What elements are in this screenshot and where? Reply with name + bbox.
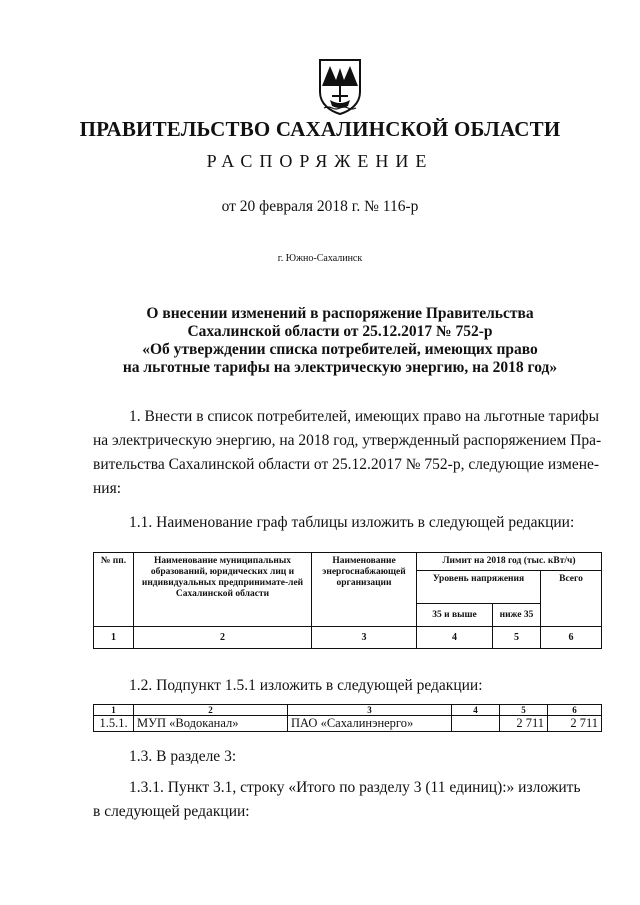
col-index: 3 xyxy=(288,705,452,716)
government-title: ПРАВИТЕЛЬСТВО САХАЛИНСКОЙ ОБЛАСТИ xyxy=(79,117,561,141)
paragraph-line: 1.2. Подпункт 1.5.1 изложить в следующей редакции: xyxy=(129,677,483,694)
col-index: 6 xyxy=(548,705,602,716)
row-number: 1.5.1. xyxy=(94,716,134,732)
document-city: г. Южно-Сахалинск xyxy=(277,253,363,264)
document-subject xyxy=(60,305,620,377)
paragraph-line: вительства Сахалинской области от 25.12.2017 № 752-р, следующие измене- xyxy=(93,456,600,473)
document-date-number: от 20 февраля 2018 г. № 116-р xyxy=(221,198,419,215)
subitem-1-5-1-table xyxy=(93,704,602,732)
paragraph-line: 1.3.1. Пункт 3.1, строку «Итого по разделу 3 (11 единиц):» изложить xyxy=(129,779,581,796)
paragraph-line: ния: xyxy=(93,480,122,497)
col-index: 5 xyxy=(500,705,548,716)
col-index: 6 xyxy=(541,627,602,649)
col-index: 2 xyxy=(134,627,312,649)
paragraph-line: на электрическую энергию, на 2018 год, утвержденный распоряжением Пра- xyxy=(93,432,602,449)
col-org-header: Наименование энергоснабжающей организации xyxy=(312,553,417,627)
item-1-2 xyxy=(93,674,601,698)
subject-line: «Об утверждении списка потребителей, имеющих право xyxy=(142,341,538,358)
item-1-3-1 xyxy=(93,776,601,824)
item-1-3 xyxy=(93,745,601,769)
subject-line: О внесении изменений в распоряжение Правительства xyxy=(146,305,534,322)
coat-of-arms-icon xyxy=(316,56,364,116)
col-index: 4 xyxy=(452,705,500,716)
row-total: 2 711 xyxy=(548,716,602,732)
row-supplier: ПАО «Сахалинэнерго» xyxy=(288,716,452,732)
col-index: 2 xyxy=(134,705,288,716)
col-index: 5 xyxy=(493,627,541,649)
col-level-header: Уровень напряжения xyxy=(417,571,541,604)
columns-header-table xyxy=(93,552,602,649)
col-index: 1 xyxy=(94,705,134,716)
col-35down-header: ниже 35 xyxy=(493,604,541,627)
paragraph-line: 1.1. Наименование граф таблицы изложить в следующей редакции: xyxy=(129,514,575,531)
col-index: 4 xyxy=(417,627,493,649)
row-consumer: МУП «Водоканал» xyxy=(134,716,288,732)
paragraph-line: в следующей редакции: xyxy=(93,803,250,820)
col-index: 3 xyxy=(312,627,417,649)
row-35down: 2 711 xyxy=(500,716,548,732)
subject-line: Сахалинской области от 25.12.2017 № 752-р xyxy=(187,323,493,340)
table-row xyxy=(94,716,602,732)
paragraph-line: 1. Внести в список потребителей, имеющих право на льготные тарифы xyxy=(129,408,599,425)
col-number-header: № пп. xyxy=(94,553,134,627)
paragraph-line: 1.3. В разделе 3: xyxy=(129,748,237,765)
col-limit-header: Лимит на 2018 год (тыс. кВт/ч) xyxy=(417,553,602,571)
item-1-1 xyxy=(93,511,601,535)
row-35up xyxy=(452,716,500,732)
subject-line: на льготные тарифы на электрическую энергию, на 2018 год» xyxy=(122,359,558,376)
col-name-header: Наименование муниципальных образований, юридических лиц и индивидуальных предпринимате-лей Сахалинской области xyxy=(134,553,312,627)
document-type: РАСПОРЯЖЕНИЕ xyxy=(206,151,434,171)
col-total-header: Всего xyxy=(541,571,602,627)
col-35up-header: 35 и выше xyxy=(417,604,493,627)
paragraph-1 xyxy=(93,405,601,501)
col-index: 1 xyxy=(94,627,134,649)
